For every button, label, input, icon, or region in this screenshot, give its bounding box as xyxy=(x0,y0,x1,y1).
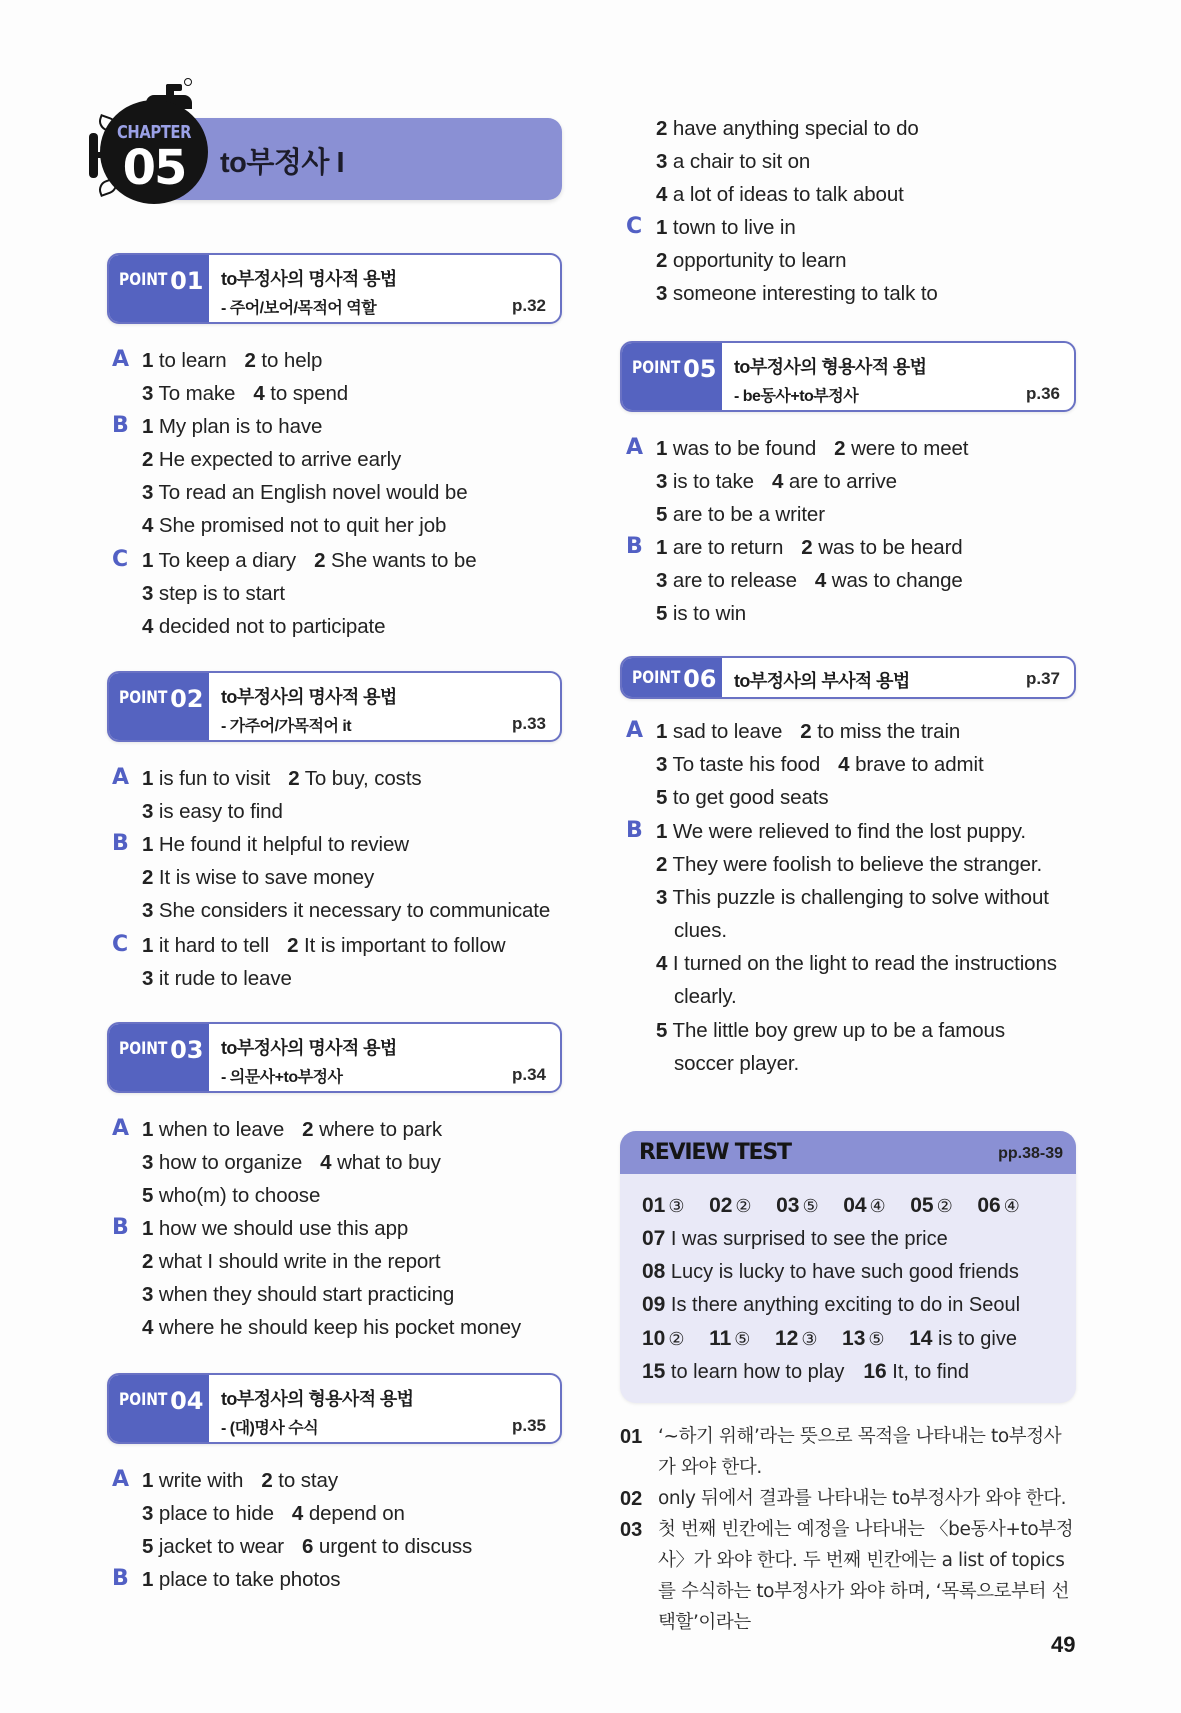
answer-line: 2 have anything special to do xyxy=(656,117,919,140)
answer-line: 1 My plan is to have xyxy=(142,415,323,438)
point-tag: POINT 02 xyxy=(109,673,209,740)
point-subtitle: - 가주어/가목적어 it xyxy=(221,718,352,735)
answer-line: 5 is to win xyxy=(656,602,747,625)
review-answer-line: 08 Lucy is lucky to have such good friends xyxy=(642,1260,1019,1283)
answer-line: 1 to learn 2 to help xyxy=(142,349,323,372)
answer-line: 3 someone interesting to talk to xyxy=(656,282,938,305)
answer-line: 3 is easy to find xyxy=(142,800,283,823)
answer-line: 1 To keep a diary 2 She wants to be xyxy=(142,549,477,572)
answer-line: 1 write with 2 to stay xyxy=(142,1469,338,1492)
explanation-number: 02 xyxy=(620,1488,643,1510)
submarine-periscope-arm xyxy=(166,84,182,91)
point-title: to부정사의 부사적 용법 xyxy=(734,671,910,691)
point-subtitle: - 의문사+to부정사 xyxy=(221,1069,343,1086)
chapter-label: CHAPTER xyxy=(116,122,192,143)
answer-line: 1 place to take photos xyxy=(142,1568,341,1591)
point-page-ref: p.37 xyxy=(1025,669,1060,688)
answer-line: 5 to get good seats xyxy=(656,786,829,809)
section-letter: B xyxy=(112,1215,129,1240)
answer-line: 3 when they should start practicing xyxy=(142,1283,455,1306)
section-letter: B xyxy=(626,534,643,559)
point-title: to부정사의 형용사적 용법 xyxy=(221,1389,414,1409)
point-subtitle: - (대)명사 수식 xyxy=(221,1420,319,1437)
answer-line: 3 To read an English novel would be xyxy=(142,481,468,504)
section-letter: C xyxy=(626,214,643,239)
answer-line: 1 it hard to tell 2 It is important to follow xyxy=(142,934,506,957)
answer-line: 1 is fun to visit 2 To buy, costs xyxy=(142,767,422,790)
answer-line: 3 She considers it necessary to communicate xyxy=(142,899,551,922)
point-tag: POINT 01 xyxy=(109,255,209,322)
answer-line: 1 are to return 2 was to be heard xyxy=(656,536,963,559)
review-answer-line: 10 ② 11 ⑤ 12 ③ 13 ⑤ 14 is to give xyxy=(642,1327,1017,1350)
answer-line: 4 where he should keep his pocket money xyxy=(142,1316,522,1339)
point-tag: POINT 04 xyxy=(109,1375,209,1442)
answer-line: 3 how to organize 4 what to buy xyxy=(142,1151,441,1174)
point-title: to부정사의 명사적 용법 xyxy=(221,1038,397,1058)
answer-line: 3 To taste his food 4 brave to admit xyxy=(656,753,984,776)
point-subtitle: - 주어/보어/목적어 역할 xyxy=(221,300,377,317)
section-letter: B xyxy=(626,818,643,843)
answer-line: 4 I turned on the light to read the instructions xyxy=(656,952,1057,975)
answer-line: 4 She promised not to quit her job xyxy=(142,514,447,537)
answer-line: 1 town to live in xyxy=(656,216,796,239)
point-tag: POINT 05 xyxy=(622,343,722,410)
point-tag: POINT 06 xyxy=(622,658,722,697)
point-title: to부정사의 형용사적 용법 xyxy=(734,357,927,377)
section-letter: C xyxy=(112,932,129,957)
answer-line: 2 opportunity to learn xyxy=(656,249,847,272)
point-page-ref: p.36 xyxy=(1025,384,1060,403)
chapter-title-bar xyxy=(150,118,562,200)
review-test-box xyxy=(620,1131,1076,1403)
section-letter: A xyxy=(112,765,130,790)
section-letter: A xyxy=(626,718,644,743)
answer-line: 1 how we should use this app xyxy=(142,1217,409,1240)
chapter-number: 05 xyxy=(122,140,186,196)
answer-line: 1 He found it helpful to review xyxy=(142,833,409,856)
explanation-number: 03 xyxy=(620,1519,643,1541)
section-letter: A xyxy=(626,435,644,460)
review-test-pages: pp.38-39 xyxy=(998,1145,1063,1162)
point-page-ref: p.34 xyxy=(511,1065,546,1084)
point-title: to부정사의 명사적 용법 xyxy=(221,687,397,707)
section-letter: A xyxy=(112,1116,130,1141)
answer-line: 1 when to leave 2 where to park xyxy=(142,1118,442,1141)
section-letter: B xyxy=(112,413,129,438)
point-tag: POINT 03 xyxy=(109,1024,209,1091)
point-04-header xyxy=(107,1373,562,1444)
answer-line: 3 are to release 4 was to change xyxy=(656,569,963,592)
section-letter: A xyxy=(112,347,130,372)
review-answer-line: 07 I was surprised to see the price xyxy=(642,1227,948,1250)
answer-line: 1 sad to leave 2 to miss the train xyxy=(656,720,961,743)
point-03-header xyxy=(107,1022,562,1093)
explanation-number: 01 xyxy=(620,1426,643,1448)
point-page-ref: p.32 xyxy=(511,296,546,315)
explanation-text: only 뒤에서 결과를 나타내는 to부정사가 와야 한다. xyxy=(658,1488,1067,1509)
answer-line: 1 was to be found 2 were to meet xyxy=(656,437,969,460)
point-02-header xyxy=(107,671,562,742)
review-test-title: REVIEW TEST xyxy=(639,1140,791,1165)
point-06-header xyxy=(620,656,1076,699)
review-answer-line: 15 to learn how to play 16 It, to find xyxy=(642,1360,969,1383)
answer-line: 2 They were foolish to believe the stranger. xyxy=(656,853,1043,876)
answer-line-continued: clues. xyxy=(674,919,727,942)
answer-line: 3 is to take 4 are to arrive xyxy=(656,470,897,493)
section-letter: A xyxy=(112,1467,130,1492)
point-05-header xyxy=(620,341,1076,412)
answer-line: 1 We were relieved to find the lost puppy. xyxy=(656,820,1026,843)
periscope-lens-icon xyxy=(184,78,192,86)
answer-line: 3 place to hide 4 depend on xyxy=(142,1502,405,1525)
answer-line: 5 are to be a writer xyxy=(656,503,825,526)
point-page-ref: p.33 xyxy=(511,714,546,733)
answer-line-continued: soccer player. xyxy=(674,1052,800,1075)
answer-line: 3 To make 4 to spend xyxy=(142,382,349,405)
section-letter: B xyxy=(112,1566,129,1591)
point-subtitle: - be동사+to부정사 xyxy=(734,388,859,405)
explanation-text: 첫 번째 빈칸에는 예정을 나타내는 〈be동사+to부정사〉가 와야 한다. 두 번째 빈칸에는 a list of topics를 수식하는 to부정사가 와야 하며, ‘목록으로부터 선택할’이라는 xyxy=(658,1519,1074,1633)
answer-line: 5 jacket to wear 6 urgent to discuss xyxy=(142,1535,473,1558)
review-answer-line: 09 Is there anything exciting to do in Seoul xyxy=(642,1293,1021,1316)
answer-line: 5 The little boy grew up to be a famous xyxy=(656,1019,1006,1042)
point-page-ref: p.35 xyxy=(511,1416,546,1435)
answer-line: 2 He expected to arrive early xyxy=(142,448,402,471)
answer-line: 3 a chair to sit on xyxy=(656,150,811,173)
answer-line: 5 who(m) to choose xyxy=(142,1184,321,1207)
explanation-text: ‘~하기 위해’라는 뜻으로 목적을 나타내는 to부정사가 와야 한다. xyxy=(658,1426,1062,1478)
chapter-title: to부정사 I xyxy=(220,147,345,179)
page-number: 49 xyxy=(1051,1632,1076,1657)
answer-line: 2 what I should write in the report xyxy=(142,1250,441,1273)
answer-line-continued: clearly. xyxy=(674,985,737,1008)
answer-line: 3 This puzzle is challenging to solve without xyxy=(656,886,1049,909)
review-answer-line: 01 ③ 02 ② 03 ⑤ 04 ④ 05 ② 06 ④ xyxy=(642,1194,1020,1217)
section-letter: B xyxy=(112,831,129,856)
review-test-header xyxy=(620,1131,1076,1174)
answer-line: 2 It is wise to save money xyxy=(142,866,375,889)
point-01-header xyxy=(107,253,562,324)
point-title: to부정사의 명사적 용법 xyxy=(221,269,397,289)
answer-line: 3 step is to start xyxy=(142,582,285,605)
section-letter: C xyxy=(112,547,129,572)
answer-line: 3 it rude to leave xyxy=(142,967,292,990)
answer-line: 4 decided not to participate xyxy=(142,615,386,638)
answer-line: 4 a lot of ideas to talk about xyxy=(656,183,904,206)
